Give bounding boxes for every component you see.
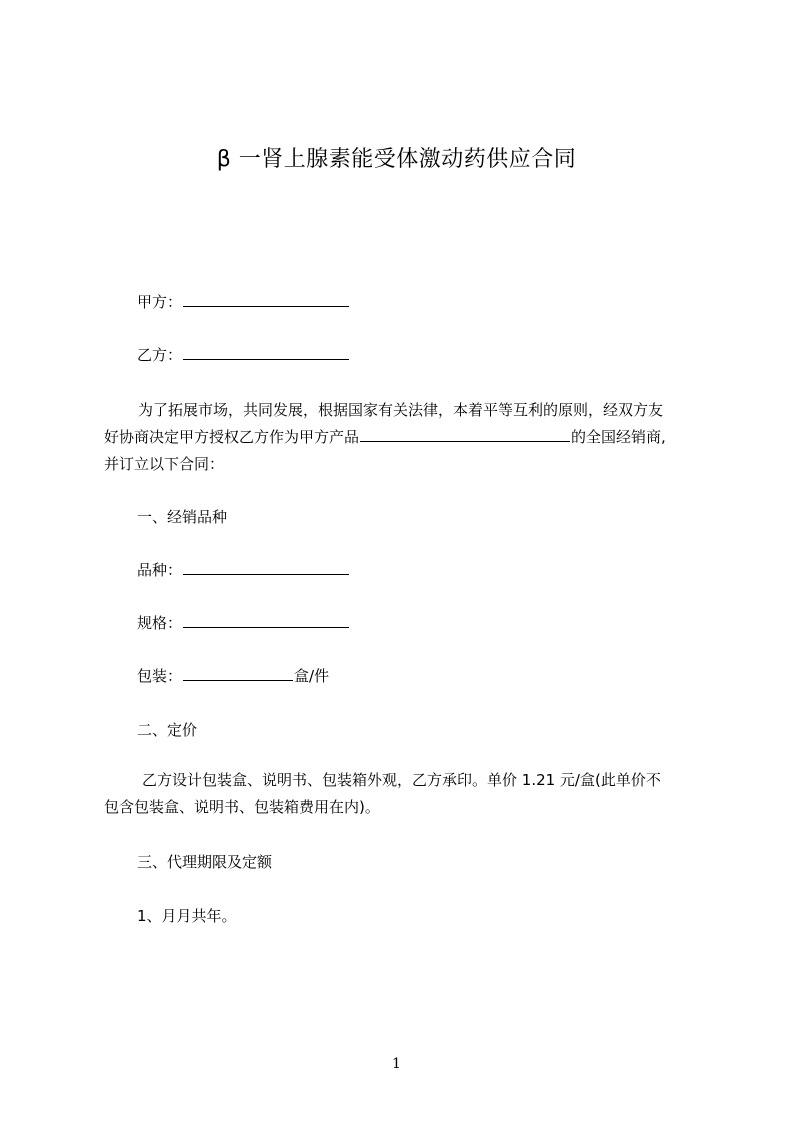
pricing-line-2: 包含包装盒、说明书、包装箱费用在内)。	[104, 798, 380, 816]
spec-blank	[183, 613, 349, 628]
section-1-heading: 一、经销品种	[137, 508, 228, 526]
intro-paragraph	[104, 397, 700, 478]
party-b-label: 乙方：	[137, 346, 183, 364]
party-a-label: 甲方：	[137, 293, 183, 311]
spec-label: 规格：	[137, 614, 183, 632]
intro-line-2-after: 的全国经销商,	[571, 428, 666, 446]
party-b-line	[137, 344, 350, 365]
variety-blank	[183, 560, 349, 575]
party-b-blank	[183, 345, 349, 360]
pricing-paragraph	[104, 767, 700, 821]
package-line	[137, 665, 329, 686]
package-label: 包装：	[137, 667, 183, 685]
section-2-heading: 二、定价	[137, 721, 198, 739]
intro-line-2	[104, 424, 700, 451]
section-3-heading: 三、代理期限及定额	[137, 853, 273, 871]
spec-line	[137, 612, 350, 633]
document-title: β 一肾上腺素能受体激动药供应合同	[216, 147, 577, 172]
section-3-item-1: 1、月月共年。	[137, 907, 237, 925]
variety-label: 品种：	[137, 561, 183, 579]
intro-line-3: 并订立以下合同：	[104, 455, 225, 473]
party-a-blank	[183, 292, 349, 307]
intro-line-1: 为了拓展市场，共同发展，根据国家有关法律，本着平等互利的原则，经双方友	[138, 401, 664, 419]
package-blank	[183, 666, 293, 681]
party-a-line	[137, 291, 350, 312]
variety-line	[137, 559, 350, 580]
product-name-blank	[360, 427, 570, 442]
intro-line-2-before: 好协商决定甲方授权乙方作为甲方产品	[104, 428, 360, 446]
page-number: 1	[392, 1056, 401, 1072]
pricing-line-1: 乙方设计包装盒、说明书、包装箱外观，乙方承印。单价 1.21 元/盒(此单价不	[142, 771, 661, 789]
package-unit: 盒/件	[294, 667, 330, 685]
